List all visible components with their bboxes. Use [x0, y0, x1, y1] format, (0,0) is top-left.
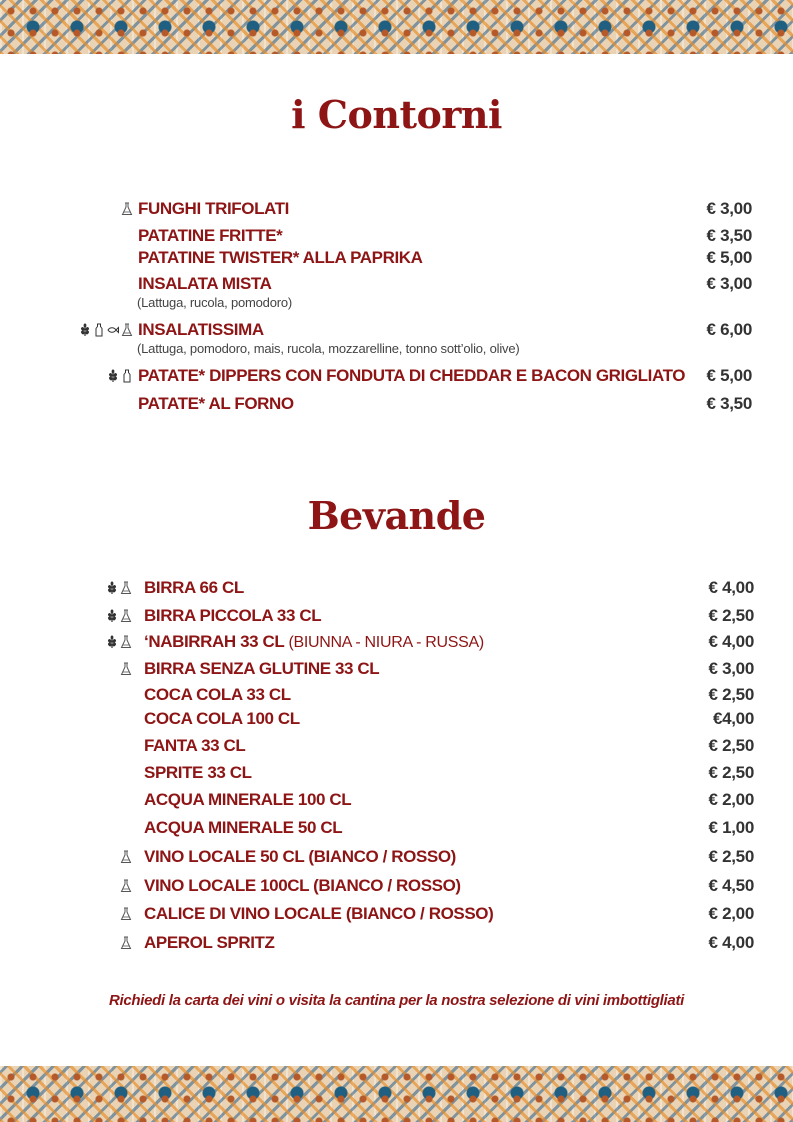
item-name [144, 685, 291, 705]
item-price: € 2,50 [708, 606, 754, 625]
item-price: € 2,00 [708, 790, 754, 809]
menu-item-row [0, 274, 793, 310]
item-price: € 5,00 [706, 248, 752, 267]
milk-bottle-icon [93, 323, 105, 337]
menu-item-row [0, 320, 793, 356]
flask-icon [120, 850, 132, 864]
allergen-icons [121, 200, 133, 218]
item-name [144, 736, 245, 756]
flask-icon [120, 907, 132, 921]
item-name-main: CALICE DI VINO LOCALE (BIANCO / ROSSO) [144, 904, 494, 923]
flask-icon [120, 662, 132, 676]
allergen-icons [79, 321, 133, 339]
menu-item-row [0, 847, 793, 869]
item-name-main: COCA COLA 33 CL [144, 685, 291, 704]
item-name-main: FANTA 33 CL [144, 736, 246, 755]
menu-item-row [0, 904, 793, 926]
item-name: INSALATISSIMA [138, 320, 264, 339]
item-description: (Lattuga, pomodoro, mais, rucola, mozzarelline, tonno sott’olio, olive) [137, 341, 520, 356]
menu-item-row [0, 366, 793, 388]
flask-icon [120, 581, 132, 595]
item-name: INSALATA MISTA [138, 274, 272, 293]
item-name-main: BIRRA SENZA GLUTINE 33 CL [144, 659, 380, 678]
decorative-tile-border-bottom [0, 1066, 793, 1122]
wheat-icon [106, 581, 118, 595]
item-name [144, 876, 461, 896]
item-name [144, 606, 321, 626]
item-name [144, 790, 351, 810]
item-name-main: ACQUA MINERALE 50 CL [144, 818, 343, 837]
item-price: € 2,50 [708, 685, 754, 704]
flask-icon [120, 936, 132, 950]
allergen-icons [106, 607, 132, 625]
fish-icon [107, 323, 119, 337]
item-price: € 3,00 [708, 659, 754, 678]
wheat-icon [107, 369, 119, 383]
flask-icon [121, 323, 133, 337]
item-name [144, 818, 342, 838]
item-name [144, 578, 244, 598]
item-name-main: BIRRA 66 CL [144, 578, 244, 597]
wheat-icon [79, 323, 91, 337]
wine-list-note: Richiedi la carta dei vini o visita la cantina per la nostra selezione di vini imbottigliati [108, 992, 685, 1009]
allergen-icons [120, 877, 132, 895]
item-price: € 3,50 [706, 394, 752, 413]
item-name-main: SPRITE 33 CL [144, 763, 252, 782]
item-name: PATATE* DIPPERS CON FONDUTA DI CHEDDAR E BACON GRIGLIATO [138, 366, 686, 385]
item-price: € 1,00 [708, 818, 754, 837]
item-price: €4,00 [712, 709, 754, 728]
menu-item-row [0, 632, 793, 654]
menu-item-row [0, 226, 793, 248]
item-price: € 3,50 [706, 226, 752, 245]
flask-icon [120, 609, 132, 623]
item-name-main: ACQUA MINERALE 100 CL [144, 790, 352, 809]
item-price: € 4,00 [708, 578, 754, 597]
milk-bottle-icon [121, 369, 133, 383]
item-name-main: VINO LOCALE 100CL (BIANCO / ROSSO) [144, 876, 461, 895]
item-price: € 6,00 [706, 320, 752, 339]
decorative-tile-border-top [0, 0, 793, 54]
menu-item-row [0, 709, 793, 731]
menu-item-row [0, 736, 793, 758]
menu-item-row [0, 199, 793, 221]
flask-icon [120, 879, 132, 893]
menu-item-row [0, 606, 793, 628]
item-name-extra: (BIUNNA - NIURA - RUSSA) [288, 634, 484, 651]
item-price: € 2,50 [708, 736, 754, 755]
item-price: € 4,00 [708, 933, 754, 952]
allergen-icons [120, 934, 132, 952]
item-price: € 3,00 [706, 199, 752, 218]
menu-item-row [0, 578, 793, 600]
item-price: € 2,50 [708, 847, 754, 866]
menu-item-row [0, 248, 793, 270]
item-name [144, 632, 484, 652]
allergen-icons [107, 367, 133, 385]
allergen-icons [106, 579, 132, 597]
item-price: € 2,50 [708, 763, 754, 782]
flask-icon [121, 202, 133, 216]
item-name [144, 847, 456, 867]
menu-item-row [0, 394, 793, 416]
item-name [144, 709, 300, 729]
menu-item-row [0, 659, 793, 681]
item-name-main: ‘NABIRRAH 33 CL [144, 632, 285, 651]
wheat-icon [106, 635, 118, 649]
item-description: (Lattuga, rucola, pomodoro) [137, 295, 293, 310]
menu-item-row [0, 818, 793, 840]
item-price: € 4,50 [708, 876, 754, 895]
bevande-title: Bevande [307, 493, 486, 538]
contorni-title: i Contorni [291, 92, 502, 137]
item-name [144, 933, 275, 953]
item-name [144, 904, 493, 924]
item-price: € 3,00 [706, 274, 752, 293]
item-name-main: APEROL SPRITZ [144, 933, 275, 952]
item-name-main: VINO LOCALE 50 CL (BIANCO / ROSSO) [144, 847, 456, 866]
item-name-main: COCA COLA 100 CL [144, 709, 300, 728]
item-name: PATATE* AL FORNO [138, 394, 294, 413]
item-name [144, 763, 252, 783]
item-name [144, 659, 379, 679]
menu-item-row [0, 790, 793, 812]
allergen-icons [120, 660, 132, 678]
item-price: € 5,00 [706, 366, 752, 385]
flask-icon [120, 635, 132, 649]
menu-item-row [0, 933, 793, 955]
item-name: PATATINE TWISTER* ALLA PAPRIKA [138, 248, 423, 267]
item-price: € 2,00 [708, 904, 754, 923]
item-price: € 4,00 [708, 632, 754, 651]
item-name: PATATINE FRITTE* [138, 226, 283, 245]
allergen-icons [120, 905, 132, 923]
item-name-main: BIRRA PICCOLA 33 CL [144, 606, 322, 625]
item-name: FUNGHI TRIFOLATI [138, 199, 289, 218]
menu-item-row [0, 685, 793, 707]
wheat-icon [106, 609, 118, 623]
allergen-icons [120, 848, 132, 866]
menu-item-row [0, 763, 793, 785]
menu-item-row [0, 876, 793, 898]
allergen-icons [106, 633, 132, 651]
